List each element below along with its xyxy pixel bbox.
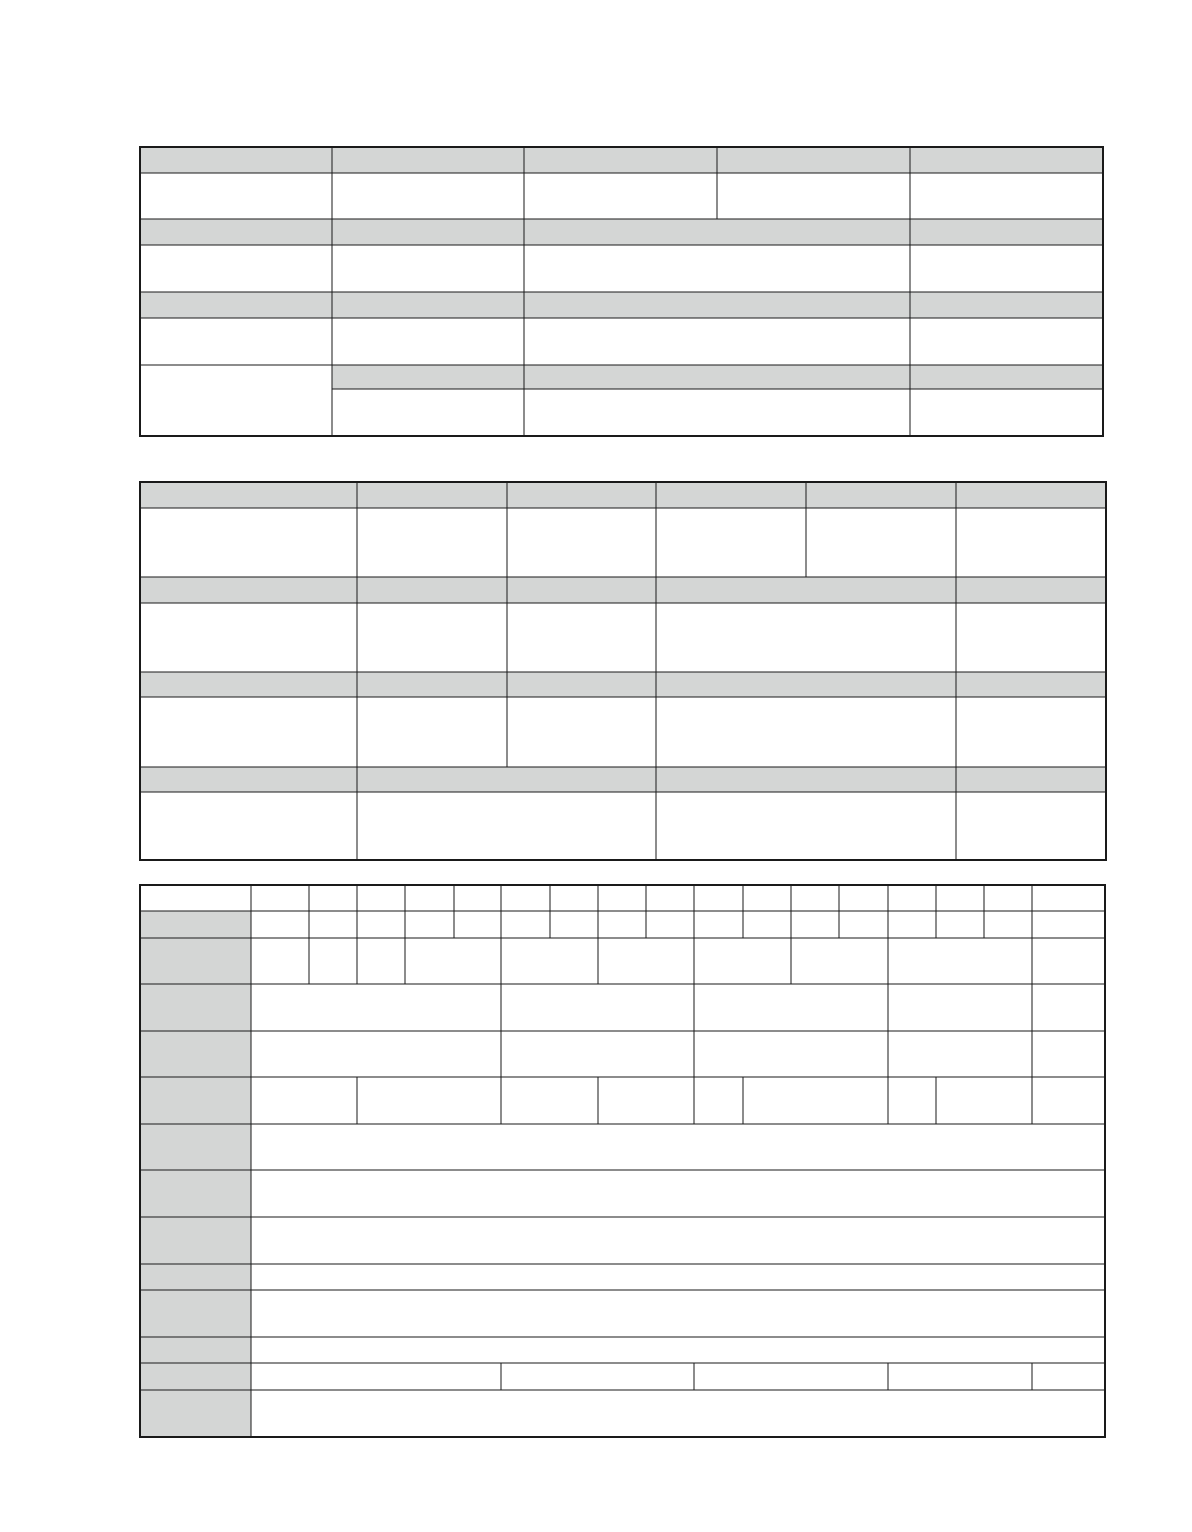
table-1-header-row-3: [140, 219, 1103, 245]
table-2: [140, 482, 1106, 860]
table-1-header-row-5: [140, 292, 1103, 318]
table-2-header-row-1: [140, 482, 1106, 508]
table-2-header-row-7: [140, 767, 1106, 792]
table-3-label-column: [140, 911, 251, 1437]
table-2-header-row-3: [140, 577, 1106, 603]
table-1-header-row-7: [332, 365, 1103, 389]
table-2-header-row-5: [140, 672, 1106, 697]
table-3: [140, 885, 1105, 1437]
table-3-border: [140, 885, 1105, 1437]
table-2-border: [140, 482, 1106, 860]
table-1: [140, 147, 1103, 436]
table-1-header-row-1: [140, 147, 1103, 173]
